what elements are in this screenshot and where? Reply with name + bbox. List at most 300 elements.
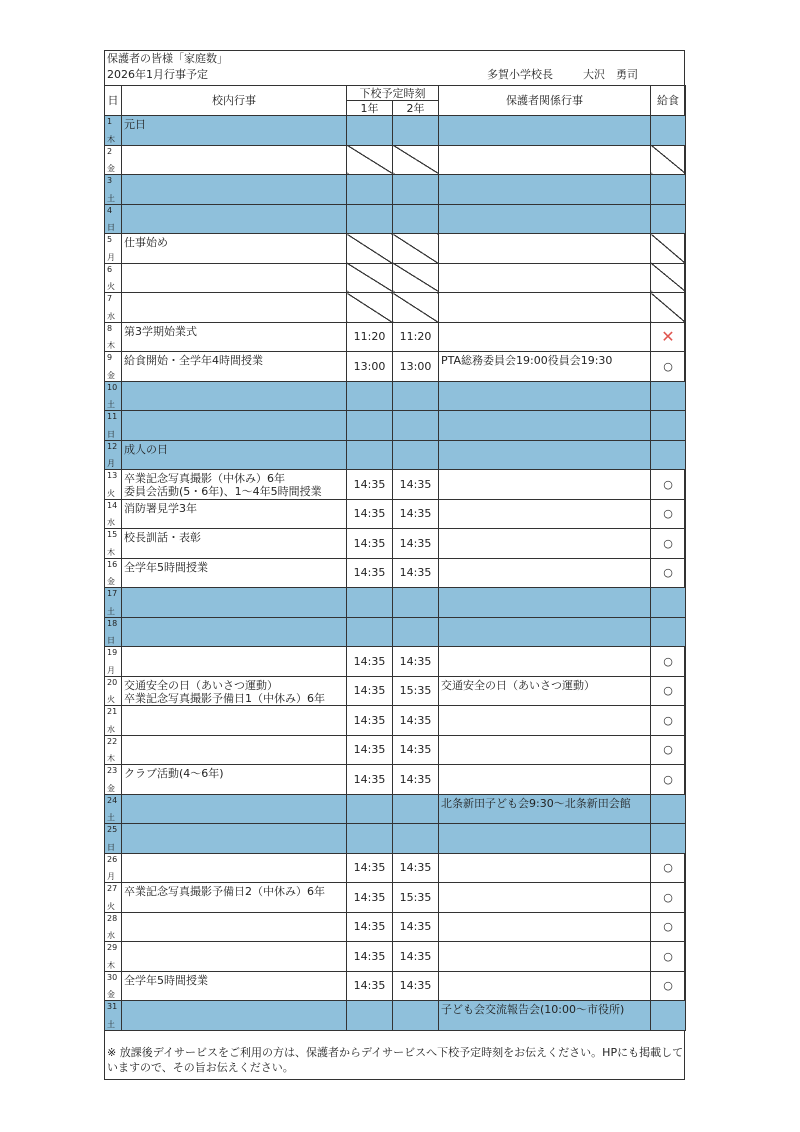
grade2-dismissal-time <box>393 204 439 234</box>
school-event-cell <box>122 617 347 647</box>
grade1-dismissal-time <box>347 1001 393 1031</box>
lunch-mark <box>651 440 686 470</box>
grade2-dismissal-time: 14:35 <box>393 470 439 500</box>
day-number: 3 <box>107 176 113 185</box>
parent-event-cell <box>439 175 651 205</box>
school-event-text: 第3学期始業式 <box>124 324 197 338</box>
grade2-dismissal-time: 14:35 <box>393 912 439 942</box>
lunch-mark <box>651 116 686 146</box>
grade1-dismissal-time: 11:20 <box>347 322 393 352</box>
parent-event-cell <box>439 883 651 913</box>
weekday: 日 <box>107 842 115 852</box>
grade1-dismissal-time: 14:35 <box>347 912 393 942</box>
grade2-dismissal-time: 14:35 <box>393 499 439 529</box>
lunch-mark <box>651 145 686 175</box>
grade1-dismissal-time <box>347 204 393 234</box>
day-number: 26 <box>107 854 118 864</box>
table-row <box>105 263 686 293</box>
lunch-mark: ○ <box>651 706 686 736</box>
table-row <box>105 971 686 1001</box>
parent-event-cell <box>439 942 651 972</box>
lunch-mark <box>651 263 686 293</box>
weekday: 火 <box>107 901 115 911</box>
grade2-dismissal-time <box>393 440 439 470</box>
lunch-mark: ○ <box>651 676 686 706</box>
grade1-dismissal-time: 14:35 <box>347 942 393 972</box>
parent-event-cell <box>439 381 651 411</box>
day-cell <box>105 706 122 736</box>
no-lunch-mark <box>651 322 686 352</box>
day-cell <box>105 175 122 205</box>
day-cell <box>105 647 122 677</box>
lunch-mark <box>651 1001 686 1031</box>
parent-event-cell <box>439 234 651 264</box>
lunch-mark <box>651 234 686 264</box>
grade1-dismissal-time: 14:35 <box>347 853 393 883</box>
day-number: 9 <box>107 353 113 362</box>
school-event-cell <box>122 912 347 942</box>
school-event-cell <box>122 676 347 706</box>
weekday: 木 <box>107 960 115 970</box>
weekday: 木 <box>107 547 115 557</box>
lunch-mark: ○ <box>651 647 686 677</box>
lunch-mark: ○ <box>651 765 686 795</box>
school-event-cell <box>122 647 347 677</box>
day-number: 23 <box>107 766 118 775</box>
school-event-cell <box>122 735 347 765</box>
weekday: 月 <box>107 459 115 468</box>
grade2-dismissal-time <box>393 824 439 854</box>
weekday: 月 <box>107 665 115 675</box>
table-row <box>105 883 686 913</box>
day-cell <box>105 381 122 411</box>
table-row <box>105 765 686 795</box>
school-event-cell <box>122 824 347 854</box>
weekday: 月 <box>107 252 115 262</box>
day-number: 11 <box>107 412 118 421</box>
grade2-dismissal-time <box>393 293 439 323</box>
table-row <box>105 1001 686 1031</box>
table-row <box>105 499 686 529</box>
grade1-dismissal-time <box>347 175 393 205</box>
lunch-mark <box>651 204 686 234</box>
school-name: 多賀小学校長 <box>487 68 553 81</box>
day-number: 10 <box>107 382 118 392</box>
table-row <box>105 558 686 588</box>
lunch-mark: ○ <box>651 853 686 883</box>
school-event-cell <box>122 322 347 352</box>
day-cell <box>105 676 122 706</box>
table-row <box>105 617 686 647</box>
weekday: 水 <box>107 931 115 940</box>
weekday: 金 <box>107 990 115 999</box>
parent-event-cell <box>439 971 651 1001</box>
weekday: 土 <box>107 400 115 409</box>
weekday: 日 <box>107 223 115 232</box>
day-number: 27 <box>107 884 118 893</box>
day-number: 8 <box>107 323 113 333</box>
day-cell <box>105 293 122 323</box>
table-row <box>105 588 686 618</box>
day-number: 18 <box>107 618 118 628</box>
school-event-text: 消防署見学3年 <box>124 501 197 515</box>
grade2-dismissal-time: 14:35 <box>393 853 439 883</box>
day-cell <box>105 440 122 470</box>
day-cell <box>105 765 122 795</box>
parent-event-cell <box>439 824 651 854</box>
school-event-cell <box>122 794 347 824</box>
lunch-mark <box>651 411 686 441</box>
day-number: 24 <box>107 795 118 805</box>
day-cell <box>105 529 122 559</box>
day-cell <box>105 617 122 647</box>
grade2-dismissal-time: 15:35 <box>393 676 439 706</box>
grade1-dismissal-time <box>347 263 393 293</box>
day-cell <box>105 735 122 765</box>
day-cell <box>105 263 122 293</box>
day-number: 12 <box>107 441 118 451</box>
grade1-dismissal-time: 14:35 <box>347 765 393 795</box>
day-cell <box>105 499 122 529</box>
table-row <box>105 411 686 441</box>
weekday: 金 <box>107 370 115 380</box>
table-row <box>105 824 686 854</box>
day-cell <box>105 470 122 500</box>
table-row <box>105 440 686 470</box>
weekday: 土 <box>107 1019 115 1029</box>
cross-icon: ✕ <box>661 327 675 347</box>
table-row <box>105 381 686 411</box>
lunch-mark: ○ <box>651 499 686 529</box>
parent-event-cell <box>439 499 651 529</box>
school-event-cell <box>122 971 347 1001</box>
schedule-table <box>104 85 686 1031</box>
weekday: 火 <box>107 488 115 498</box>
school-event-text: 卒業記念写真撮影予備日1（中休み）6年 <box>124 691 325 705</box>
day-cell <box>105 588 122 618</box>
lunch-mark <box>651 617 686 647</box>
weekday: 日 <box>107 429 115 439</box>
weekday: 土 <box>107 193 115 203</box>
day-cell <box>105 794 122 824</box>
school-event-text: 校長訓話・表彰 <box>124 531 201 544</box>
table-row <box>105 529 686 559</box>
grade2-dismissal-time: 14:35 <box>393 647 439 677</box>
grade2-dismissal-time <box>393 617 439 647</box>
grade2-dismissal-time <box>393 588 439 618</box>
lunch-mark <box>651 381 686 411</box>
grade1-dismissal-time: 14:35 <box>347 883 393 913</box>
weekday: 土 <box>107 813 115 822</box>
school-event-cell <box>122 263 347 293</box>
lunch-mark: ○ <box>651 883 686 913</box>
lunch-mark: ○ <box>651 735 686 765</box>
parent-event-cell: 交通安全の日（あいさつ運動） <box>439 676 651 706</box>
school-event-cell <box>122 529 347 559</box>
table-row <box>105 470 686 500</box>
grade2-dismissal-time <box>393 381 439 411</box>
principal-name: 大沢 勇司 <box>583 68 638 81</box>
weekday: 月 <box>107 872 115 881</box>
day-cell <box>105 853 122 883</box>
grade1-dismissal-time <box>347 381 393 411</box>
table-row <box>105 145 686 175</box>
grade2-dismissal-time: 14:35 <box>393 529 439 559</box>
document-title: 保護者の皆様「家庭数」 <box>107 52 228 65</box>
grade2-dismissal-time <box>393 234 439 264</box>
parent-event-cell <box>439 116 651 146</box>
parent-event-cell: PTA総務委員会19:00役員会19:30 <box>439 352 651 382</box>
school-event-cell <box>122 499 347 529</box>
table-row <box>105 706 686 736</box>
school-event-cell <box>122 175 347 205</box>
day-number: 28 <box>107 913 118 923</box>
school-event-cell <box>122 381 347 411</box>
lunch-mark: ○ <box>651 912 686 942</box>
day-number: 5 <box>107 235 113 244</box>
grade2-dismissal-time <box>393 263 439 293</box>
grade2-dismissal-time: 14:35 <box>393 971 439 1001</box>
grade1-dismissal-time <box>347 234 393 264</box>
table-row <box>105 322 686 352</box>
col-lunch-header: 給食 <box>651 86 686 116</box>
table-row <box>105 116 686 146</box>
grade1-dismissal-time: 14:35 <box>347 706 393 736</box>
school-event-text: 全学年5時間授業 <box>124 973 208 987</box>
lunch-mark: ○ <box>651 942 686 972</box>
grade2-dismissal-time <box>393 794 439 824</box>
school-event-cell <box>122 942 347 972</box>
school-event-text: 卒業記念写真撮影（中休み）6年 <box>124 472 285 485</box>
grade2-dismissal-time: 14:35 <box>393 706 439 736</box>
weekday: 日 <box>107 636 115 645</box>
day-cell <box>105 971 122 1001</box>
grade1-dismissal-time: 14:35 <box>347 971 393 1001</box>
parent-event-cell <box>439 204 651 234</box>
day-number: 14 <box>107 500 118 510</box>
day-number: 13 <box>107 471 118 480</box>
col-dismissal-header: 下校予定時刻 <box>347 86 439 101</box>
day-number: 15 <box>107 530 118 539</box>
col-school-events-header: 校内行事 <box>122 86 347 116</box>
grade1-dismissal-time <box>347 794 393 824</box>
grade1-dismissal-time: 14:35 <box>347 647 393 677</box>
day-cell <box>105 145 122 175</box>
parent-event-cell <box>439 558 651 588</box>
table-row <box>105 676 686 706</box>
parent-event-cell <box>439 145 651 175</box>
lunch-mark <box>651 794 686 824</box>
grade2-dismissal-time <box>393 145 439 175</box>
school-event-text: 委員会活動(5・6年)、1～4年5時間授業 <box>124 485 322 498</box>
table-row <box>105 204 686 234</box>
grade1-dismissal-time: 14:35 <box>347 529 393 559</box>
lunch-mark <box>651 824 686 854</box>
parent-event-cell <box>439 706 651 736</box>
school-event-cell <box>122 883 347 913</box>
col-grade1-header: 1年 <box>347 101 393 116</box>
day-number: 6 <box>107 264 113 274</box>
grade2-dismissal-time: 13:00 <box>393 352 439 382</box>
school-event-cell <box>122 234 347 264</box>
document-subtitle: 2026年1月行事予定 <box>107 68 208 81</box>
school-event-cell <box>122 706 347 736</box>
weekday: 木 <box>107 754 115 763</box>
day-number: 4 <box>107 205 113 215</box>
grade2-dismissal-time: 14:35 <box>393 735 439 765</box>
header-row <box>105 86 686 101</box>
day-cell <box>105 558 122 588</box>
school-event-cell <box>122 204 347 234</box>
lunch-mark <box>651 293 686 323</box>
table-row <box>105 735 686 765</box>
day-number: 1 <box>107 117 113 126</box>
day-number: 22 <box>107 736 118 746</box>
weekday: 金 <box>107 164 115 173</box>
grade2-dismissal-time: 15:35 <box>393 883 439 913</box>
school-event-cell <box>122 440 347 470</box>
grade2-dismissal-time: 14:35 <box>393 558 439 588</box>
school-event-cell <box>122 411 347 441</box>
lunch-mark <box>651 588 686 618</box>
school-event-cell <box>122 293 347 323</box>
school-event-text: 卒業記念写真撮影予備日2（中休み）6年 <box>124 885 325 898</box>
weekday: 火 <box>107 695 115 704</box>
school-event-text: 給食開始・全学年4時間授業 <box>124 354 263 367</box>
day-cell <box>105 1001 122 1031</box>
weekday: 木 <box>107 341 115 350</box>
grade1-dismissal-time: 14:35 <box>347 558 393 588</box>
grade1-dismissal-time: 14:35 <box>347 470 393 500</box>
weekday: 土 <box>107 606 115 616</box>
school-event-cell <box>122 853 347 883</box>
parent-event-cell <box>439 293 651 323</box>
grade2-dismissal-time: 14:35 <box>393 942 439 972</box>
grade1-dismissal-time: 14:35 <box>347 735 393 765</box>
school-event-cell <box>122 558 347 588</box>
parent-event-cell <box>439 411 651 441</box>
grade2-dismissal-time <box>393 1001 439 1031</box>
grade1-dismissal-time <box>347 411 393 441</box>
day-cell <box>105 234 122 264</box>
lunch-mark: ○ <box>651 529 686 559</box>
school-event-cell <box>122 588 347 618</box>
school-event-text: 成人の日 <box>124 442 168 456</box>
col-grade2-header: 2年 <box>393 101 439 116</box>
school-event-text: 元日 <box>124 118 146 131</box>
parent-event-cell: 子ども会交流報告会(10:00～市役所) <box>439 1001 651 1031</box>
school-event-cell <box>122 470 347 500</box>
school-event-cell <box>122 145 347 175</box>
lunch-mark: ○ <box>651 352 686 382</box>
parent-event-cell <box>439 853 651 883</box>
col-day-header: 日 <box>105 86 122 116</box>
parent-event-cell <box>439 529 651 559</box>
grade1-dismissal-time: 13:00 <box>347 352 393 382</box>
grade1-dismissal-time: 14:35 <box>347 499 393 529</box>
parent-event-cell: 北条新田子ども会9:30～北条新田会館 <box>439 794 651 824</box>
day-number: 21 <box>107 707 118 716</box>
day-number: 25 <box>107 825 118 834</box>
parent-event-cell <box>439 765 651 795</box>
school-event-text: 仕事始め <box>124 236 168 249</box>
grade2-dismissal-time <box>393 116 439 146</box>
weekday: 水 <box>107 518 115 527</box>
parent-event-cell <box>439 440 651 470</box>
weekday: 火 <box>107 282 115 291</box>
grade1-dismissal-time <box>347 588 393 618</box>
day-cell <box>105 824 122 854</box>
day-cell <box>105 322 122 352</box>
grade1-dismissal-time <box>347 116 393 146</box>
parent-event-cell <box>439 647 651 677</box>
day-cell <box>105 352 122 382</box>
day-cell <box>105 116 122 146</box>
parent-event-cell <box>439 322 651 352</box>
day-number: 30 <box>107 972 118 982</box>
day-number: 29 <box>107 943 118 952</box>
table-row <box>105 853 686 883</box>
lunch-mark <box>651 175 686 205</box>
school-event-cell <box>122 1001 347 1031</box>
grade1-dismissal-time <box>347 617 393 647</box>
table-row <box>105 942 686 972</box>
weekday: 金 <box>107 577 115 586</box>
table-row <box>105 647 686 677</box>
day-number: 2 <box>107 146 113 156</box>
grade1-dismissal-time <box>347 824 393 854</box>
day-number: 20 <box>107 677 118 687</box>
grade1-dismissal-time <box>347 145 393 175</box>
day-cell <box>105 883 122 913</box>
table-row <box>105 352 686 382</box>
parent-event-cell <box>439 912 651 942</box>
school-event-text: 全学年5時間授業 <box>124 560 208 574</box>
day-number: 16 <box>107 559 118 569</box>
parent-event-cell <box>439 263 651 293</box>
day-number: 17 <box>107 589 118 598</box>
school-event-cell <box>122 765 347 795</box>
school-event-text: 交通安全の日（あいさつ運動） <box>124 678 278 692</box>
footer-note: ※ 放課後デイサービスをご利用の方は、保護者からデイサービスへ下校予定時刻をお伝えください。HPにも掲載していますので、その旨お伝えください。 <box>107 1046 684 1074</box>
day-number: 31 <box>107 1002 118 1011</box>
parent-event-cell <box>439 588 651 618</box>
school-event-cell <box>122 352 347 382</box>
grade2-dismissal-time <box>393 175 439 205</box>
weekday: 水 <box>107 311 115 321</box>
grade2-dismissal-time <box>393 411 439 441</box>
grade1-dismissal-time: 14:35 <box>347 676 393 706</box>
weekday: 木 <box>107 134 115 144</box>
day-cell <box>105 912 122 942</box>
weekday: 金 <box>107 783 115 793</box>
lunch-mark: ○ <box>651 558 686 588</box>
grade1-dismissal-time <box>347 293 393 323</box>
parent-event-cell <box>439 617 651 647</box>
table-row <box>105 912 686 942</box>
weekday: 水 <box>107 724 115 734</box>
day-number: 7 <box>107 294 113 303</box>
day-cell <box>105 942 122 972</box>
parent-event-cell <box>439 735 651 765</box>
school-event-cell <box>122 116 347 146</box>
col-parent-events-header: 保護者関係行事 <box>439 86 651 116</box>
lunch-mark: ○ <box>651 971 686 1001</box>
table-row <box>105 293 686 323</box>
grade2-dismissal-time: 11:20 <box>393 322 439 352</box>
grade1-dismissal-time <box>347 440 393 470</box>
school-event-text: クラブ活動(4～6年) <box>124 767 224 780</box>
